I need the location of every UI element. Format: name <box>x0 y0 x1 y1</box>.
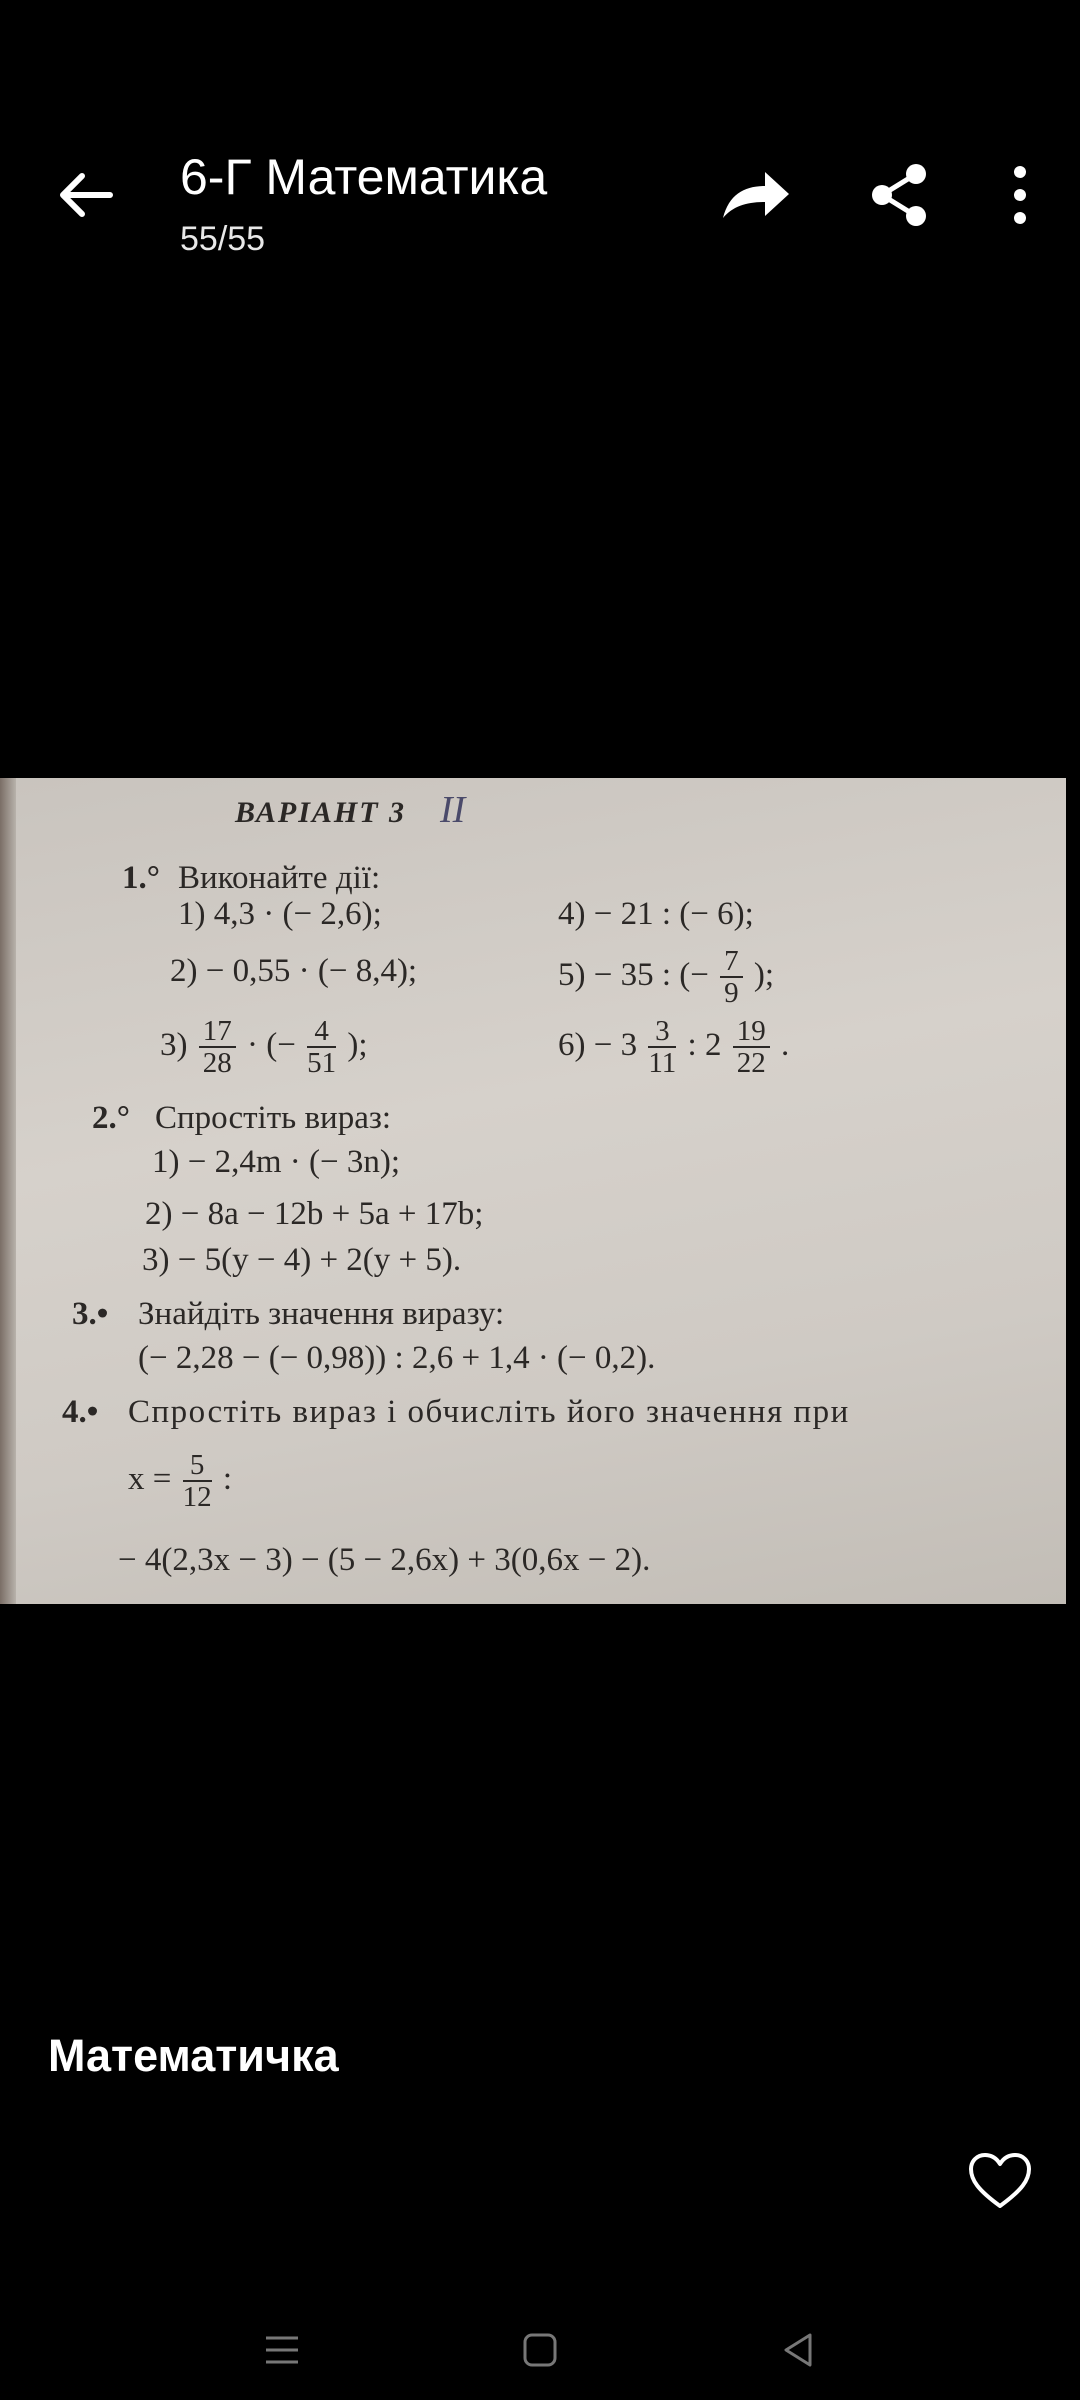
heart-icon[interactable] <box>968 2152 1032 2210</box>
photo-counter: 55/55 <box>180 220 266 258</box>
nav-back-icon[interactable] <box>778 2330 818 2370</box>
top-bar <box>0 0 1080 330</box>
forward-icon[interactable] <box>715 160 795 230</box>
task3-expression: (− 2,28 − (− 0,98)) : 2,6 + 1,4 · (− 0,2). <box>138 1340 656 1376</box>
share-icon[interactable] <box>868 160 932 230</box>
task3-text: Знайдіть значення виразу: <box>138 1296 505 1332</box>
handwritten-note: II <box>440 789 466 831</box>
photo-page-edge <box>0 778 16 1604</box>
page-title: 6-Г Математика <box>180 149 548 205</box>
worksheet-photo[interactable] <box>0 778 1080 1604</box>
task1-item1: 1) 4,3 · (− 2,6); <box>178 896 382 932</box>
task4-number: 4.• <box>62 1394 99 1430</box>
task2-number: 2.° <box>92 1100 130 1136</box>
variant-heading: ВАРІАНТ 3 <box>235 796 407 829</box>
photo-caption: Математичка <box>48 2030 339 2081</box>
task2-item2: 2) − 8a − 12b + 5a + 17b; <box>145 1196 484 1232</box>
task1-item2: 2) − 0,55 · (− 8,4); <box>170 953 418 989</box>
task1-text: Виконайте дії: <box>178 860 381 896</box>
photo-crop-edge <box>1066 778 1080 1604</box>
task4-text: Спростіть вираз і обчисліть його значення при <box>128 1394 850 1430</box>
task1-item6: 6) − 3 $\frac{3}{11}$ : 2 $\frac{19}{22}$ . <box>558 1015 790 1080</box>
back-arrow-icon[interactable] <box>50 160 120 230</box>
task2-text: Спростіть вираз: <box>155 1100 392 1136</box>
task1-item5: 5) − 35 : (− $\frac{7}{9}$ ); <box>558 945 775 1010</box>
task3-number: 3.• <box>72 1296 109 1332</box>
system-nav-bar <box>0 2280 1080 2400</box>
task1-number: 1.° <box>122 860 160 896</box>
task2-item1: 1) − 2,4m · (− 3n); <box>152 1144 401 1180</box>
task4-expression: − 4(2,3x − 3) − (5 − 2,6x) + 3(0,6x − 2). <box>118 1542 651 1578</box>
recent-apps-icon[interactable] <box>262 2330 302 2370</box>
more-options-icon[interactable] <box>1000 160 1040 230</box>
task4-x-value: x = $\frac{5}{12}$ : <box>128 1449 233 1514</box>
task2-item3: 3) − 5(y − 4) + 2(y + 5). <box>142 1242 462 1278</box>
home-icon[interactable] <box>520 2330 560 2370</box>
task1-item4: 4) − 21 : (− 6); <box>558 896 754 932</box>
task1-item3: 3) $\frac{17}{28}$ · (− $\frac{4}{51}$ ); <box>160 1015 368 1080</box>
